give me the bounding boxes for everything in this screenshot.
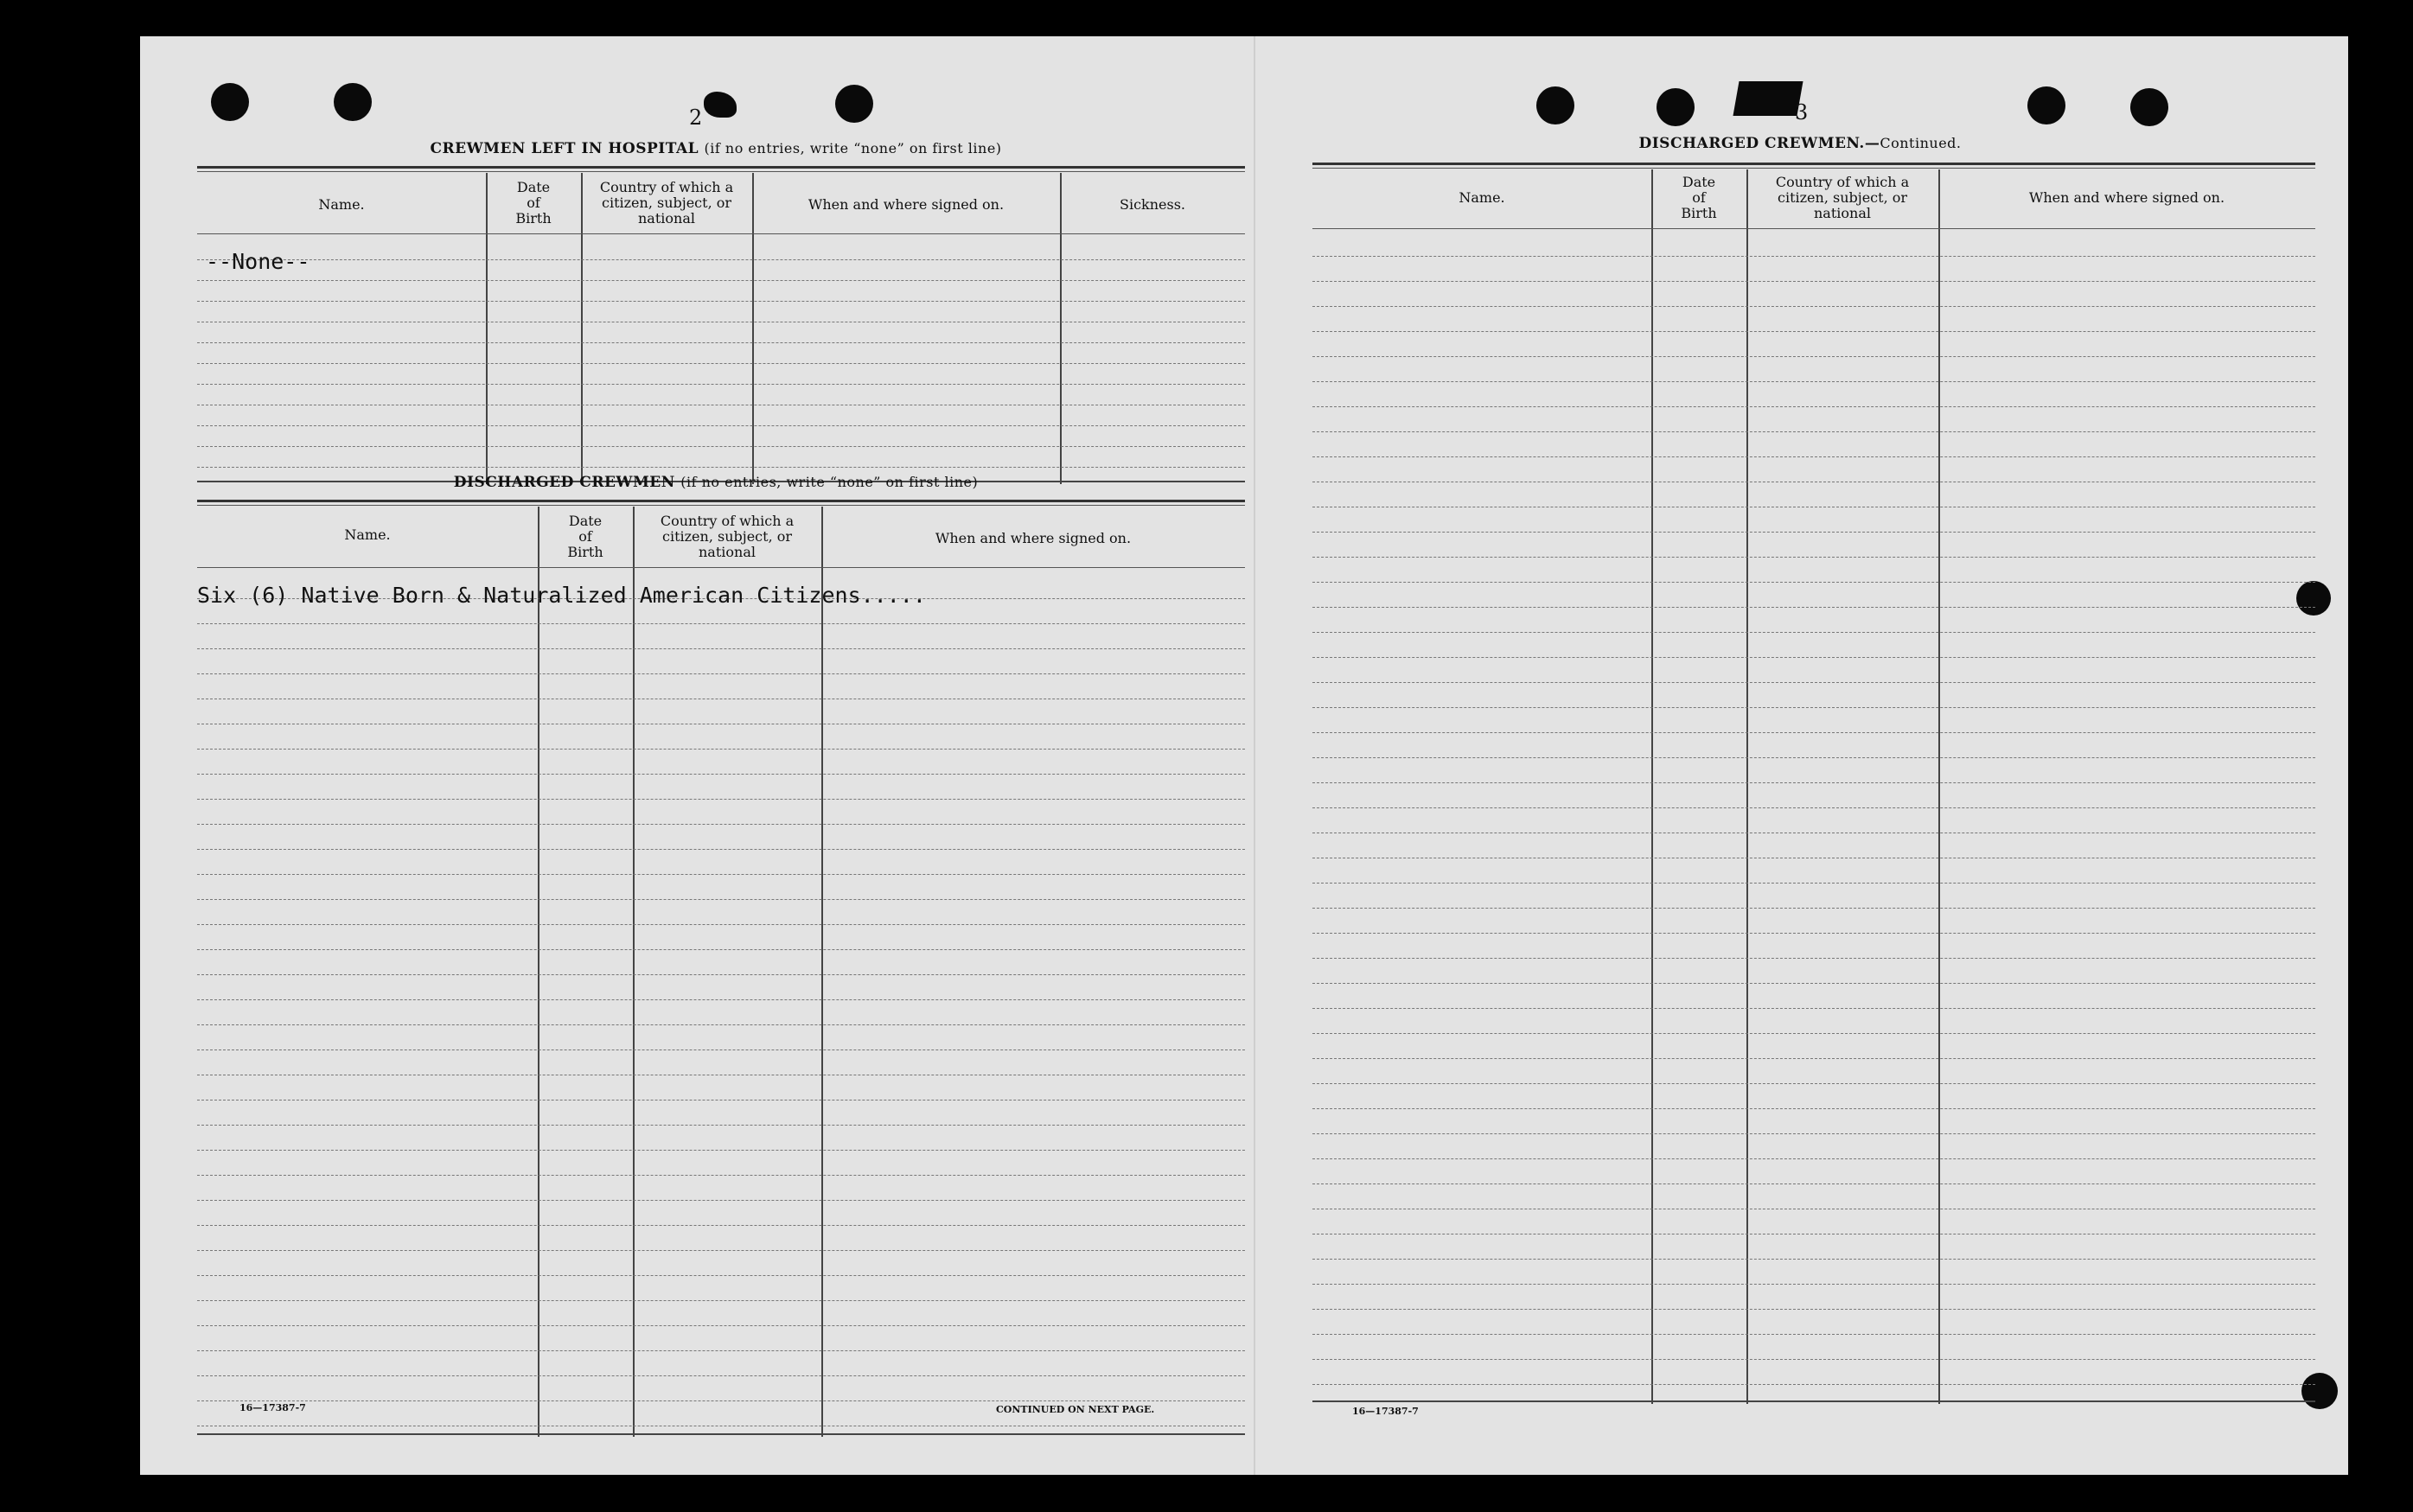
punch-hole — [2130, 88, 2168, 126]
ruled-line — [1312, 933, 2315, 934]
ruled-line — [197, 342, 1245, 343]
ruled-line — [1312, 406, 2315, 407]
ruled-line — [1312, 607, 2315, 608]
ruled-line — [1312, 1334, 2315, 1335]
ruled-line — [1312, 331, 2315, 332]
punch-hole — [1657, 88, 1695, 126]
column-header-name: Name. — [318, 196, 365, 213]
ruled-line — [197, 648, 1245, 649]
ruled-line — [197, 1049, 1245, 1050]
punch-hole — [835, 85, 873, 123]
section-rule — [197, 500, 1245, 506]
ruled-line — [197, 384, 1245, 385]
form-number: 16—17387-7 — [239, 1402, 306, 1413]
ruled-line — [197, 1250, 1245, 1251]
ruled-line — [1312, 1359, 2315, 1360]
ruled-line — [197, 1350, 1245, 1351]
right-page — [1255, 36, 2348, 1475]
ruled-line — [197, 1125, 1245, 1126]
ruled-line — [1312, 1384, 2315, 1385]
column-header-date-of-birth: Date of Birth — [1681, 174, 1717, 221]
section-rule — [197, 166, 1245, 172]
ruled-line — [1312, 281, 2315, 282]
column-header-signed-on: When and where signed on. — [2028, 189, 2225, 206]
ruled-line — [197, 673, 1245, 674]
ruled-line — [197, 1200, 1245, 1201]
ruled-line — [197, 899, 1245, 900]
ruled-line — [1312, 1033, 2315, 1034]
discharged-entry: Six (6) Native Born & Naturalized American Citizens..... — [197, 583, 926, 608]
ruled-line — [1312, 1284, 2315, 1285]
ink-blot — [1733, 81, 1803, 116]
ruled-line — [1312, 883, 2315, 884]
ruled-line — [197, 774, 1245, 775]
ruled-line — [1312, 456, 2315, 457]
hospital-entry-none: --None-- — [206, 249, 310, 274]
ruled-line — [197, 446, 1245, 447]
ruled-line — [1312, 1259, 2315, 1260]
column-header-country: Country of which a citizen, subject, or national — [1775, 174, 1910, 221]
discharged-continued-table — [1312, 169, 2315, 1404]
ruled-line — [197, 799, 1245, 800]
ruled-line — [1312, 958, 2315, 959]
left-page — [140, 36, 1255, 1475]
ruled-line — [197, 467, 1245, 468]
ruled-line — [197, 849, 1245, 850]
hospital-section-title: CREWMEN LEFT IN HOSPITAL (if no entries, write “none” on first line) — [430, 140, 1002, 157]
column-header-signed-on: When and where signed on. — [935, 530, 1132, 546]
column-header-country: Country of which a citizen, subject, or national — [660, 513, 795, 560]
ruled-line — [1312, 356, 2315, 357]
ruled-line — [197, 999, 1245, 1000]
ruled-line — [197, 425, 1245, 426]
column-header-sickness: Sickness. — [1119, 196, 1185, 213]
ruled-line — [197, 1100, 1245, 1101]
page-number: 3 — [1795, 100, 1809, 124]
ruled-line — [1312, 983, 2315, 984]
ruled-line — [1312, 256, 2315, 257]
ruled-line — [1312, 1108, 2315, 1109]
ruled-line — [1312, 782, 2315, 783]
ruled-line — [1312, 657, 2315, 658]
ruled-line — [197, 749, 1245, 750]
ruled-line — [197, 301, 1245, 302]
ruled-line — [1312, 1008, 2315, 1009]
ruled-line — [1312, 807, 2315, 808]
ruled-line — [197, 623, 1245, 624]
punch-hole — [211, 83, 249, 121]
section-rule — [1312, 163, 2315, 169]
column-header-date-of-birth: Date of Birth — [567, 513, 603, 560]
ruled-line — [197, 1325, 1245, 1326]
ruled-line — [1312, 431, 2315, 432]
ruled-line — [1312, 557, 2315, 558]
ruled-line — [197, 363, 1245, 364]
ruled-line — [1312, 1183, 2315, 1184]
ruled-line — [1312, 682, 2315, 683]
ruled-line — [1312, 1158, 2315, 1159]
ruled-line — [197, 1300, 1245, 1301]
column-header-signed-on: When and where signed on. — [808, 196, 1005, 213]
form-number: 16—17387-7 — [1352, 1406, 1419, 1417]
column-header-country: Country of which a citizen, subject, or national — [599, 179, 734, 226]
ruled-line — [197, 949, 1245, 950]
ruled-line — [1312, 1133, 2315, 1134]
column-header-name: Name. — [344, 526, 391, 543]
ruled-line — [197, 280, 1245, 281]
hospital-table — [197, 173, 1245, 484]
ruled-line — [197, 1225, 1245, 1226]
ruled-line — [197, 1024, 1245, 1025]
ruled-line — [1312, 732, 2315, 733]
continued-note: CONTINUED ON NEXT PAGE. — [996, 1404, 1155, 1415]
page-number: 2 — [689, 105, 703, 130]
ruled-line — [1312, 381, 2315, 382]
ruled-line — [197, 1275, 1245, 1276]
ruled-line — [1312, 1309, 2315, 1310]
ruled-line — [197, 924, 1245, 925]
punch-hole — [2027, 86, 2065, 124]
ruled-line — [197, 824, 1245, 825]
column-header-name: Name. — [1459, 189, 1505, 206]
ruled-line — [1312, 632, 2315, 633]
discharged-table — [197, 507, 1245, 1437]
ruled-line — [1312, 707, 2315, 708]
document-sheet — [140, 36, 2348, 1475]
discharged-section-title: DISCHARGED CREWMEN (if no entries, write “none” on first line) — [453, 474, 979, 491]
ruled-line — [197, 874, 1245, 875]
ink-blot — [704, 92, 737, 118]
ruled-line — [197, 1150, 1245, 1151]
ruled-line — [197, 1175, 1245, 1176]
ruled-line — [197, 259, 1245, 260]
ruled-line — [1312, 1083, 2315, 1084]
ruled-line — [1312, 908, 2315, 909]
column-header-date-of-birth: Date of Birth — [515, 179, 552, 226]
punch-hole — [334, 83, 372, 121]
ruled-line — [197, 1375, 1245, 1376]
punch-hole — [1536, 86, 1574, 124]
ruled-line — [1312, 306, 2315, 307]
ruled-line — [197, 974, 1245, 975]
ruled-line — [1312, 1058, 2315, 1059]
ruled-line — [1312, 757, 2315, 758]
ruled-line — [1312, 532, 2315, 533]
discharged-continued-title: DISCHARGED CREWMEN.—Continued. — [1638, 135, 1962, 152]
ruled-line — [197, 1400, 1245, 1401]
ruled-line — [1312, 582, 2315, 583]
